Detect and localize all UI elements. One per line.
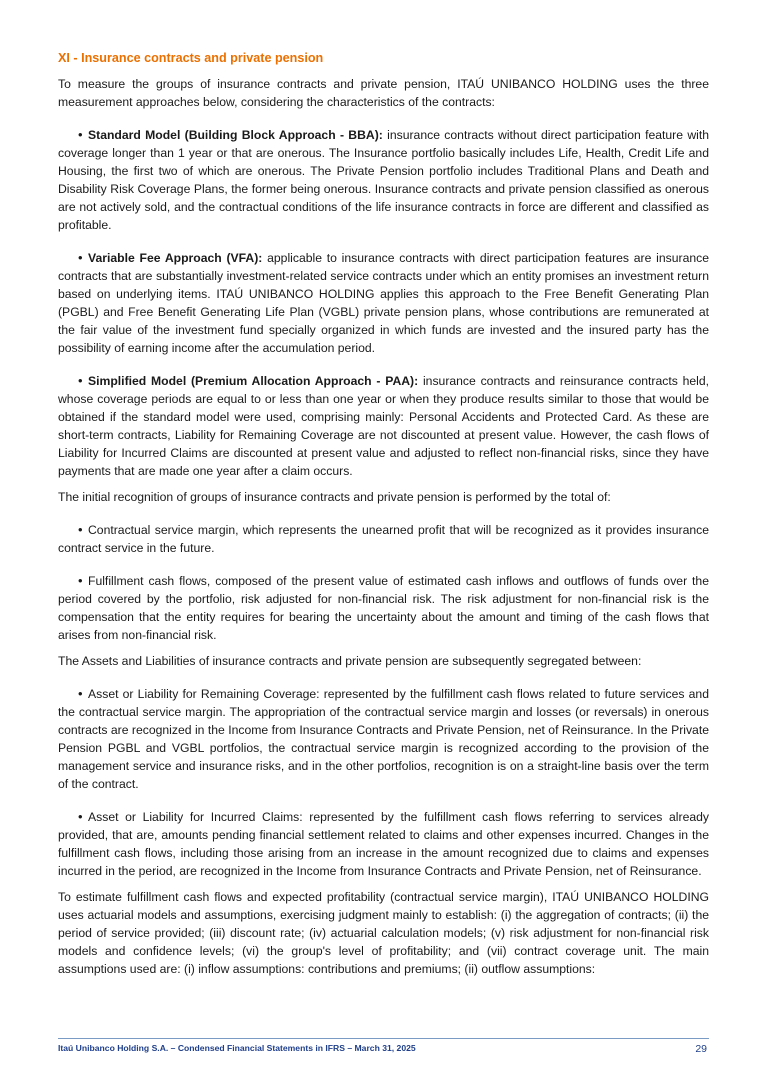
page-number: 29 xyxy=(695,1043,707,1055)
bullet-icon: • xyxy=(78,809,83,824)
segregation-intro: The Assets and Liabilities of insurance contracts and private pension are subsequently segregated between: xyxy=(58,654,642,668)
approach-label: Simplified Model (Premium Allocation Approach - PAA): xyxy=(88,374,419,388)
initial-recognition-intro: The initial recognition of groups of insurance contracts and private pension is performed by the total of: xyxy=(58,490,611,504)
approach-label: Standard Model (Building Block Approach - BBA): xyxy=(88,128,383,142)
bullet-icon: • xyxy=(78,127,83,142)
approach-label: Variable Fee Approach (VFA): xyxy=(88,251,263,265)
bullet-icon: • xyxy=(78,373,83,388)
approach-text: insurance contracts without direct participation feature with coverage longer than 1 year or that are onerous. The Insurance portfolio basically includes Life, Health, Credit Life and Housing, the first two of which are onerous. The Private Pension portfolio includes Traditional Plans and Death and Disability Risk Coverage Plans, the former being onerous. Insurance contracts and private pension classified as onerous are not actively sold, and the contractual conditions of the life insurance contracts in force are different and classified as profitable. xyxy=(58,128,709,232)
document-body xyxy=(58,50,709,986)
list-item-text: Contractual service margin, which represents the unearned profit that will be recognized as it provides insurance contract service in the future. xyxy=(58,523,709,555)
list-item xyxy=(58,521,709,557)
list-item-text: Asset or Liability for Remaining Coverage: represented by the fulfillment cash flows related to future services and the contractual service margin. The appropriation of the contractual service margin and losses (or reversals) in onerous contracts are recognized in the Income from Insurance Contracts and Private Pension, net of Reinsurance. In the Private Pension PGBL and VGBL portfolios, the contractual service margin is recognized according to the provision of the management service and insurance risks, and in the other portfolios, recognition is on a straight-line basis over the term of the contract. xyxy=(58,687,709,791)
list-item-text: Fulfillment cash flows, composed of the present value of estimated cash inflows and outflows of funds over the period covered by the portfolio, risk adjusted for non-financial risk. The risk adjustment for non-financial risk is the compensation that the entity requires for bearing the uncertainty about the amount and timing of the cash flows that arises from non-financial risk. xyxy=(58,574,709,642)
bullet-icon: • xyxy=(78,250,83,265)
section-title: XI - Insurance contracts and private pension xyxy=(58,51,324,65)
intro-paragraph: To measure the groups of insurance contracts and private pension, ITAÚ UNIBANCO HOLDING uses the three measurement approaches below, considering the characteristics of the contracts: xyxy=(58,77,709,109)
bullet-icon: • xyxy=(78,522,83,537)
approach-text: applicable to insurance contracts with direct participation features are insurance contracts that are substantially investment-related service contracts under which an entity promises an investment return based on underlying items. ITAÚ UNIBANCO HOLDING applies this approach to the Free Benefit Generating Plan (PGBL) and Free Benefit Generating Life Plan (VGBL) private pension plans, whose contributions are remunerated at the fair value of the investment fund specially organized in which funds are invested and the insured party has the possibility of earning income after the accumulation period. xyxy=(58,251,709,355)
list-item-text: Asset or Liability for Incurred Claims: represented by the fulfillment cash flows referring to services already provided, that are, amounts pending financial settlement related to claims and other expenses incurred. Changes in the fulfillment cash flows, including those arising from an increase in the amount recognized due to claims and expenses incurred in the period, are recognized in the Income from Insurance Contracts and Private Pension, net of Reinsurance. xyxy=(58,810,709,878)
page-footer xyxy=(58,1038,709,1055)
approach-text: insurance contracts and reinsurance contracts held, whose coverage periods are equal to or less than one year or when they produce results similar to those that would be obtained if the standard model were used, comprising mainly: Personal Accidents and Protected Card. As these are short-term contracts, Liability for Remaining Coverage are not discounted at present value. However, the cash flows of Liability for Incurred Claims are discounted at present value and adjusted to reflect non-financial risks, since they have payments that are made one year after a claim occurs. xyxy=(58,374,710,478)
footer-text: Itaú Unibanco Holding S.A. – Condensed Financial Statements in IFRS – March 31, 2025 xyxy=(58,1043,416,1053)
closing-paragraph: To estimate fulfillment cash flows and expected profitability (contractual service margin), ITAÚ UNIBANCO HOLDING uses actuarial models and assumptions, exercising judgment mainly to establish: (i) the aggregation of contracts; (ii) the period of service provided; (iii) discount rate; (iv) actuarial calculation models; (v) risk adjustment for non-financial risk models and confidence levels; (vi) the group's level of profitability; and (vii) contract coverage unit. The main assumptions used are: (i) inflow assumptions: contributions and premiums; (ii) outflow assumptions: xyxy=(58,890,709,976)
bullet-icon: • xyxy=(78,573,83,588)
bullet-icon: • xyxy=(78,686,83,701)
list-item xyxy=(58,685,709,793)
approach-vfa xyxy=(58,249,709,357)
approach-paa xyxy=(58,372,709,480)
list-item xyxy=(58,572,709,644)
approach-bba xyxy=(58,126,709,234)
list-item xyxy=(58,808,709,880)
